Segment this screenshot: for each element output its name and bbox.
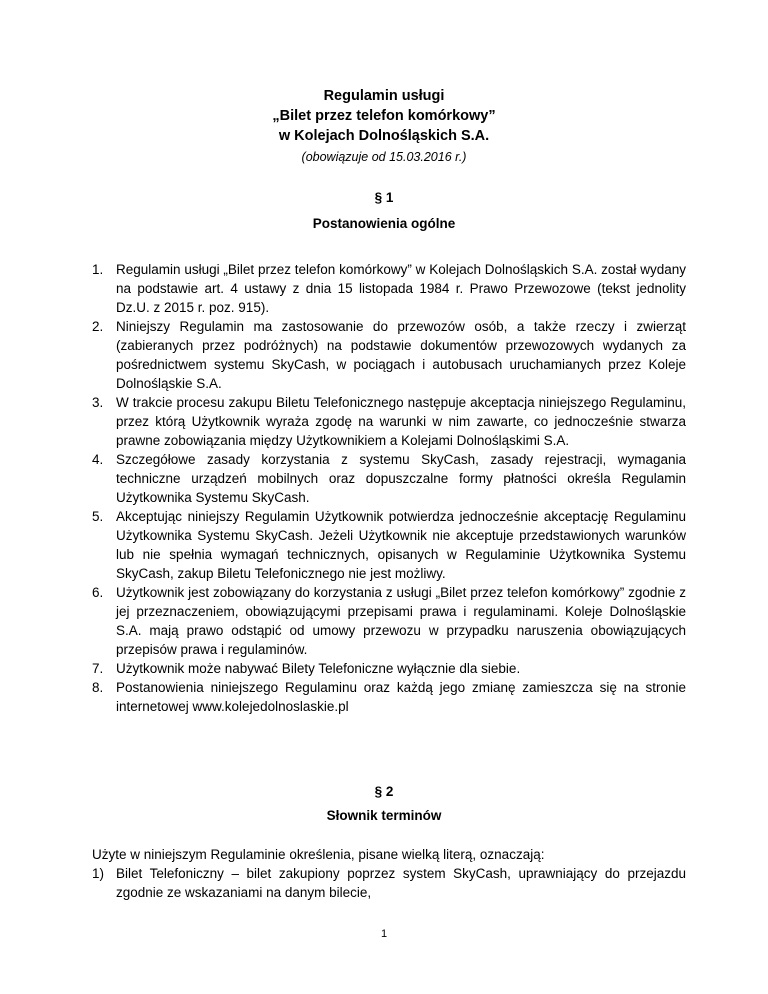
list-item-text: Bilet Telefoniczny – bilet zakupiony poprzez system SkyCash, uprawniający do przejazdu zgodnie ze wskazaniami na danym bilecie,: [116, 866, 686, 900]
section-2-list: [92, 864, 686, 902]
list-item-number: 3.: [92, 395, 104, 410]
list-item-number: 6.: [92, 585, 104, 600]
list-item: [92, 864, 686, 902]
list-item: [92, 678, 686, 716]
title-line-1: Regulamin usługi: [323, 88, 445, 104]
section-1-list: [92, 260, 686, 716]
title-line-3: w Kolejach Dolnośląskich S.A.: [278, 128, 490, 144]
list-item: [92, 260, 686, 317]
list-item: [92, 317, 686, 393]
section-2-number: § 2: [374, 784, 394, 799]
list-item-text: W trakcie procesu zakupu Biletu Telefonicznego następuje akceptacja niniejszego Regulaminu, przez którą Użytkownik wyraża zgodę na warunki w nim zawarte, co jednocześnie stwarza prawne zobowiązania między Użytkownikiem a Kolejami Dolnośląskimi S.A.: [116, 395, 686, 448]
page-number: 1: [380, 928, 388, 940]
list-item-number: 8.: [92, 680, 104, 695]
list-item-number: 7.: [92, 661, 104, 676]
list-item: [92, 507, 686, 583]
section-1-number: § 1: [374, 190, 394, 205]
list-item-text: Szczegółowe zasady korzystania z systemu SkyCash, zasady rejestracji, wymagania techniczne urządzeń mobilnych oraz dopuszczalne formy płatności określa Regulamin Użytkownika Systemu SkyCash.: [116, 452, 686, 505]
list-item-text: Użytkownik jest zobowiązany do korzystania z usługi „Bilet przez telefon komórkowy” zgodnie z jej przeznaczeniem, obowiązującymi przepisami prawa i regulaminami. Koleje Dolnośląskie S.A. mają prawo odstąpić od umowy przewozu w przypadku naruszenia obowiązujących przepisów prawa i regulaminów.: [116, 585, 686, 657]
effective-date: (obowiązuje od 15.03.2016 r.): [301, 150, 467, 164]
list-item-text: Postanowienia niniejszego Regulaminu oraz każdą jego zmianę zamieszcza się na stronie internetowej www.kolejedolnoslaskie.pl: [116, 680, 686, 714]
list-item-number: 4.: [92, 452, 104, 467]
section-2-intro: Użyte w niniejszym Regulaminie określenia, pisane wielką literą, oznaczają:: [92, 847, 545, 862]
section-1-heading: Postanowienia ogólne: [312, 216, 456, 231]
list-item: [92, 659, 686, 678]
list-item: [92, 450, 686, 507]
list-item-number: 5.: [92, 509, 104, 524]
list-item-text: Regulamin usługi „Bilet przez telefon komórkowy” w Kolejach Dolnośląskich S.A. został wydany na podstawie art. 4 ustawy z dnia 15 listopada 1984 r. Prawo Przewozowe (tekst jednolity Dz.U. z 2015 r. poz. 915).: [116, 262, 686, 315]
list-item: [92, 393, 686, 450]
list-item-number: 1): [92, 866, 105, 881]
list-item-text: Akceptując niniejszy Regulamin Użytkownik potwierdza jednocześnie akceptację Regulaminu Użytkownika Systemu SkyCash. Jeżeli Użytkownik nie akceptuje przedstawionych warunków lub nie spełnia wymagań technicznych, opisanych w Regulaminie Użytkownika Systemu SkyCash, zakup Biletu Telefonicznego nie jest możliwy.: [116, 509, 686, 581]
title-line-2: „Bilet przez telefon komórkowy”: [272, 108, 496, 124]
list-item-text: Użytkownik może nabywać Bilety Telefoniczne wyłącznie dla siebie.: [116, 661, 521, 676]
list-item-number: 2.: [92, 319, 104, 334]
list-item: [92, 583, 686, 659]
document-title-block: [0, 86, 768, 167]
section-2-heading: Słownik terminów: [326, 808, 442, 823]
list-item-number: 1.: [92, 262, 104, 277]
list-item-text: Niniejszy Regulamin ma zastosowanie do przewozów osób, a także rzeczy i zwierząt (zabieranych przez podróżnych) na podstawie dokumentów przewozowych wydanych za pośrednictwem systemu SkyCash, w pociągach i autobusach uruchamianych przez Koleje Dolnośląskie S.A.: [116, 319, 686, 391]
